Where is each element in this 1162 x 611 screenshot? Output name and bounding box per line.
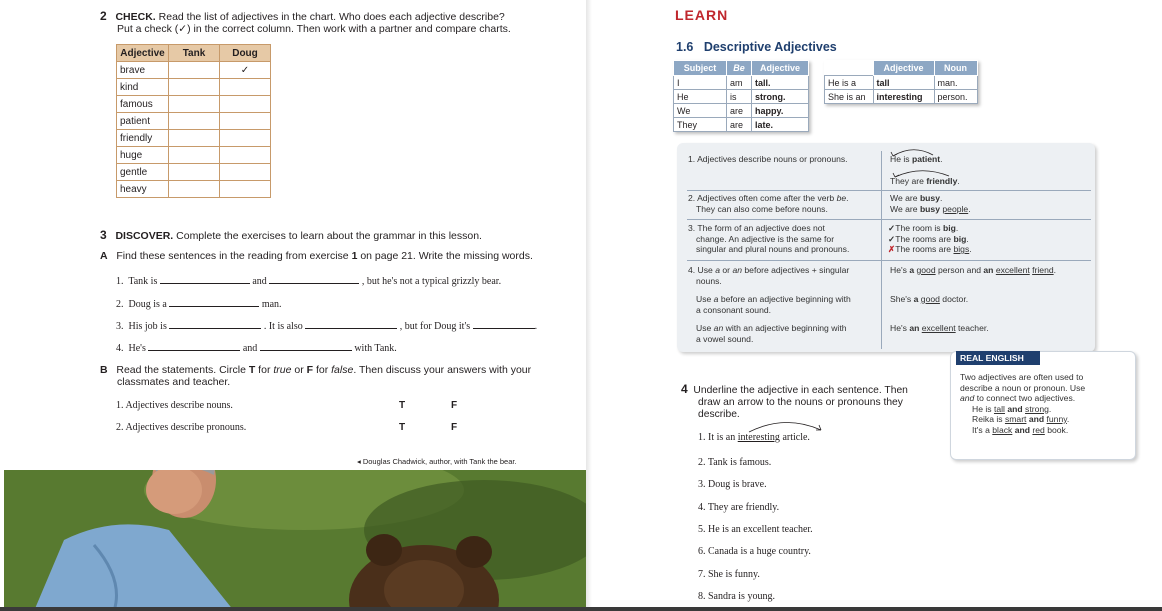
list-item[interactable]: 2. Tank is famous. [698, 457, 772, 468]
rule-4-example [890, 265, 1056, 276]
sentence-text: article. [779, 432, 810, 443]
example-noun: friend [1032, 265, 1054, 275]
tank-check-cell[interactable] [169, 147, 220, 164]
fill-in-item-1 [116, 273, 501, 287]
instruction-text: or [291, 364, 307, 376]
instruction-bold: F [306, 364, 314, 376]
exercise-4-list [698, 432, 998, 607]
item-text: He's [128, 343, 146, 354]
false-option[interactable]: F [451, 400, 458, 411]
exercise-instruction-2: Put a check (✓) in the correct column. Then work with a partner and compare charts. [117, 23, 511, 35]
table-cell: He [674, 90, 727, 104]
example-text: . [969, 244, 972, 254]
instruction-text: on page 21. Write the missing words. [357, 250, 533, 262]
rule-italic: be [836, 193, 847, 203]
rule-italic: an [732, 265, 742, 275]
example-conjunction: and [1012, 424, 1033, 435]
check-mark-icon: ✓ [888, 223, 896, 233]
doug-check-cell[interactable] [220, 96, 271, 113]
adjective-cell: gentle [117, 164, 169, 181]
adjective-cell: famous [117, 96, 169, 113]
true-option[interactable]: T [399, 400, 406, 411]
instruction-text: Read the statements. Circle [116, 364, 249, 376]
table-row [117, 164, 271, 181]
table-cell: are [727, 104, 752, 118]
rule-2 [688, 193, 849, 214]
table-cell: am [727, 76, 752, 90]
table-cell: We [674, 104, 727, 118]
rule-6 [696, 323, 847, 344]
underlined-adjective: interesting [737, 432, 780, 443]
rule-1-example-2 [890, 176, 960, 187]
table-cell: late. [752, 118, 809, 132]
table-row [117, 79, 271, 96]
exercise-heading: DISCOVER. [115, 230, 174, 242]
column-divider [881, 151, 882, 349]
table-row [117, 181, 271, 198]
example-adjective: tall [993, 403, 1005, 414]
part-b-instruction [100, 364, 540, 388]
part-letter: B [100, 364, 108, 376]
table-row [117, 147, 271, 164]
example-article: an [983, 265, 994, 275]
rule-italic: a [713, 294, 719, 304]
fill-in-item-3 [116, 318, 537, 332]
item-text: with Tank. [354, 343, 397, 354]
table-row [674, 118, 809, 132]
x-mark-icon: ✗ [888, 244, 896, 254]
example-adjective: bigs [953, 244, 970, 254]
part-a-instruction [100, 250, 580, 262]
rule-4 [688, 265, 849, 286]
doug-check-cell[interactable]: ✓ [220, 62, 271, 79]
doug-check-cell[interactable] [220, 147, 271, 164]
rule-3 [688, 223, 849, 255]
example-text: . [955, 223, 959, 233]
learn-heading: LEARN [675, 7, 729, 23]
answer-blank[interactable] [269, 273, 359, 284]
table-cell: are [727, 118, 752, 132]
example-text: . [940, 154, 943, 164]
example-text: He's [890, 323, 910, 333]
rule-text: a consonant sound. [696, 304, 772, 315]
item-text: Doug is a [128, 299, 167, 310]
instruction-text: for [255, 364, 274, 376]
rule-1-example-1 [890, 154, 943, 165]
answer-blank[interactable] [473, 318, 535, 329]
grammar-table-adj-noun [824, 60, 978, 104]
example-text: He's [890, 265, 910, 275]
column-header: Noun [934, 61, 977, 76]
example-conjunction: and [1004, 403, 1026, 414]
adjective-cell: kind [117, 79, 169, 96]
table-cell: strong. [752, 90, 809, 104]
check-mark-icon: ✓ [888, 233, 896, 244]
example-adjective: big [942, 223, 956, 233]
example-text: The rooms are [895, 244, 954, 254]
section-number: 1.6 [676, 40, 694, 54]
item-text: and [242, 343, 258, 354]
note-text: Two adjectives are often used to [960, 372, 1084, 382]
example-adjective: excellent [995, 265, 1030, 275]
doug-check-cell[interactable] [220, 164, 271, 181]
item-number: 2. [116, 299, 124, 310]
list-item[interactable]: 6. Canada is a huge country. [698, 546, 811, 557]
list-item[interactable]: 3. Doug is brave. [698, 479, 767, 490]
example-text: person and [935, 265, 984, 275]
adjective-cell: brave [117, 62, 169, 79]
example-adjective: red [1032, 424, 1045, 435]
exercise-instruction: Complete the exercises to learn about the grammar in this lesson. [176, 230, 482, 242]
column-header: Be [727, 61, 752, 76]
example-text: . [1048, 403, 1052, 414]
rule-5-example [890, 294, 968, 305]
false-option[interactable]: F [451, 422, 458, 433]
example-adjective: funny [1046, 414, 1067, 424]
exercise-3 [100, 229, 580, 242]
instruction-italic: true [273, 364, 292, 376]
instruction-bold: T [248, 364, 256, 376]
true-option[interactable]: T [399, 422, 406, 433]
example-text: . [966, 233, 969, 244]
doug-check-cell[interactable] [220, 79, 271, 96]
table-cell: happy. [752, 104, 809, 118]
rule-2-examples [890, 193, 971, 214]
example-adjective: good [920, 294, 940, 304]
grammar-rules-box [677, 143, 1095, 352]
example-noun: people [942, 203, 969, 214]
item-text: . [534, 321, 538, 332]
table-row [674, 104, 809, 118]
doug-check-cell[interactable] [220, 113, 271, 130]
table-row [117, 62, 271, 79]
example-text: He is [890, 154, 912, 164]
table-cell: He is a [825, 76, 874, 90]
answer-blank[interactable] [260, 340, 352, 351]
table-cell: interesting [873, 90, 934, 104]
example-article: an [909, 323, 920, 333]
photo-man-with-bear [4, 470, 586, 611]
table-cell: They [674, 118, 727, 132]
rule-text: Use [696, 323, 714, 333]
row-divider [687, 260, 1091, 261]
rule-text: or [720, 265, 733, 275]
photo-caption: ◂ Douglas Chadwick, author, with Tank the bear. [357, 457, 517, 466]
rule-3-examples [888, 223, 972, 255]
example-article: a [909, 265, 915, 275]
statement-text: 1. Adjectives describe nouns. [116, 400, 233, 411]
instruction-text: Underline the adjective in each sentence. Then [693, 385, 908, 396]
item-number: 3. [116, 321, 124, 332]
list-item[interactable] [698, 432, 810, 443]
example-adjective: smart [1004, 414, 1027, 424]
table-row [674, 76, 809, 90]
example-text: The rooms are [895, 233, 954, 244]
table-cell: She is an [825, 90, 874, 104]
instruction-bold: 1 [351, 250, 358, 262]
note-text: to connect two adjectives. [974, 393, 1076, 403]
true-false-item-2 [116, 422, 416, 433]
rule-text: singular and plural nouns and pronouns. [696, 244, 850, 254]
rule-text: 3. The form of an adjective does not [688, 223, 825, 233]
item-text: , but he's not a typical grizzly bear. [361, 276, 502, 287]
rule-1: 1. Adjectives describe nouns or pronouns. [688, 154, 848, 164]
adjective-cell: huge [117, 147, 169, 164]
blank-header [825, 61, 874, 76]
example-text: It's a [972, 424, 993, 435]
column-header: Subject [674, 61, 727, 76]
item-text: , but for Doug it's [399, 321, 471, 332]
part-letter: A [100, 250, 108, 262]
example-text: . [1053, 265, 1057, 275]
instruction-text: for [313, 364, 332, 376]
example-text: . [1066, 414, 1070, 424]
sentence-text: 1. It is an [698, 432, 738, 443]
adjective-cell: heavy [117, 181, 169, 198]
rule-text: They can also come before nouns. [696, 203, 828, 214]
example-text: She's [890, 294, 914, 304]
list-item[interactable]: 7. She is funny. [698, 569, 760, 580]
answer-blank[interactable] [169, 296, 259, 307]
instruction-text: classmates and teacher. [117, 376, 231, 388]
rule-text: Use [696, 294, 714, 304]
example-text: teacher. [955, 323, 989, 333]
table-row [117, 113, 271, 130]
example-text: We are [890, 203, 920, 214]
adjective-cell: patient [117, 113, 169, 130]
column-header: Adjective [117, 45, 169, 62]
rule-text: before an adjective beginning with [718, 294, 851, 304]
rule-text: 4. Use [688, 265, 716, 275]
table-row [674, 90, 809, 104]
section-name: Descriptive Adjectives [703, 40, 837, 54]
item-number: 4. [116, 343, 124, 354]
example-adjective: black [992, 424, 1013, 435]
rule-text: a vowel sound. [696, 333, 754, 344]
doug-check-cell[interactable] [220, 130, 271, 147]
column-header: Adjective [873, 61, 934, 76]
exercise-heading: CHECK. [115, 11, 156, 23]
table-cell: man. [934, 76, 977, 90]
example-text: . [957, 176, 960, 186]
rule-text: change. An adjective is the same for [696, 233, 835, 244]
doug-check-cell[interactable] [220, 181, 271, 198]
column-header: Adjective [752, 61, 809, 76]
rule-text: nouns. [696, 275, 722, 286]
instruction-italic: false [331, 364, 354, 376]
rule-5 [696, 294, 851, 315]
instruction-text: . Then discuss your answers with your [353, 364, 532, 376]
fill-in-item-4 [116, 340, 397, 354]
list-item[interactable]: 4. They are friendly. [698, 502, 780, 513]
tank-check-cell[interactable] [169, 79, 220, 96]
example-adjective: patient [911, 154, 941, 164]
table-row [825, 90, 978, 104]
adjective-cell: friendly [117, 130, 169, 147]
example-text: We are [890, 193, 920, 203]
adjective-check-table [116, 44, 271, 198]
instruction-text: describe. [698, 409, 740, 420]
real-english-text [960, 372, 1085, 435]
table-cell: I [674, 76, 727, 90]
answer-blank[interactable] [148, 340, 240, 351]
column-header: Tank [169, 45, 220, 62]
rule-text: before adjectives + singular [742, 265, 850, 275]
statement-text: 2. Adjectives describe pronouns. [116, 422, 247, 433]
instruction-text: Find these sentences in the reading from exercise [116, 250, 352, 262]
exercise-instruction: Read the list of adjectives in the chart. Who does each adjective describe? [158, 11, 505, 23]
table-cell: person. [934, 90, 977, 104]
page-gutter [586, 0, 592, 611]
list-item[interactable]: 8. Sandra is young. [698, 591, 775, 602]
example-adjective: busy [919, 203, 940, 214]
example-adjective: excellent [921, 323, 956, 333]
tank-check-cell[interactable] [169, 164, 220, 181]
row-divider [687, 190, 1091, 191]
example-text: The room is [895, 223, 943, 233]
true-false-item-1 [116, 400, 416, 411]
rule-italic: an [713, 323, 724, 333]
table-cell: tall. [752, 76, 809, 90]
section-title [676, 40, 837, 54]
list-item[interactable]: 5. He is an excellent teacher. [698, 524, 813, 535]
table-cell: tall [873, 76, 934, 90]
tank-check-cell[interactable] [169, 96, 220, 113]
rule-italic: a [715, 265, 721, 275]
item-text: . It is also [263, 321, 303, 332]
example-text: . [940, 193, 943, 203]
example-text: They are [890, 176, 927, 186]
column-header: Doug [220, 45, 271, 62]
example-text: Reika is [972, 414, 1005, 424]
rule-text: 2. Adjectives often come after the verb [688, 193, 837, 203]
item-text: His job is [128, 321, 167, 332]
example-adjective: good [916, 265, 936, 275]
example-adjective: friendly [926, 176, 958, 186]
exercise-4-instruction [681, 383, 908, 421]
bottom-edge-bar [0, 607, 1162, 611]
instruction-text: draw an arrow to the nouns or pronouns they [698, 397, 903, 408]
answer-blank[interactable] [305, 318, 397, 329]
row-divider [687, 219, 1091, 220]
exercise-number: 2 [100, 9, 107, 23]
real-english-tab: REAL ENGLISH [956, 351, 1040, 365]
exercise-number: 3 [100, 228, 107, 242]
example-adjective: strong [1025, 403, 1049, 414]
rule-6-example [890, 323, 989, 334]
table-row [825, 76, 978, 90]
note-text: describe a noun or pronoun. Use [960, 382, 1086, 393]
tank-check-cell[interactable] [169, 62, 220, 79]
fill-in-item-2 [116, 296, 282, 310]
table-row [117, 96, 271, 113]
example-text: He is [972, 403, 994, 414]
tank-check-cell[interactable] [169, 181, 220, 198]
note-italic: and [960, 393, 975, 403]
item-text: man. [261, 299, 282, 310]
exercise-number: 4 [681, 382, 688, 396]
tank-check-cell[interactable] [169, 113, 220, 130]
rule-text: . [846, 193, 849, 203]
rule-text: with an adjective beginning with [723, 323, 847, 333]
photo-illustration [4, 470, 586, 611]
example-adjective: busy [919, 193, 940, 203]
item-number: 1. [116, 276, 124, 287]
example-text: doctor. [939, 294, 969, 304]
example-text: . [968, 203, 971, 214]
table-cell: is [727, 90, 752, 104]
item-text: and [252, 276, 267, 287]
answer-blank[interactable] [160, 273, 250, 284]
example-adjective: big [953, 233, 967, 244]
answer-blank[interactable] [169, 318, 261, 329]
item-text: Tank is [128, 276, 158, 287]
table-row [117, 130, 271, 147]
grammar-table-be [673, 60, 809, 132]
example-conjunction: and [1026, 414, 1047, 424]
example-text: book. [1044, 424, 1069, 435]
tank-check-cell[interactable] [169, 130, 220, 147]
exercise-2 [100, 10, 580, 35]
example-article: a [913, 294, 919, 304]
